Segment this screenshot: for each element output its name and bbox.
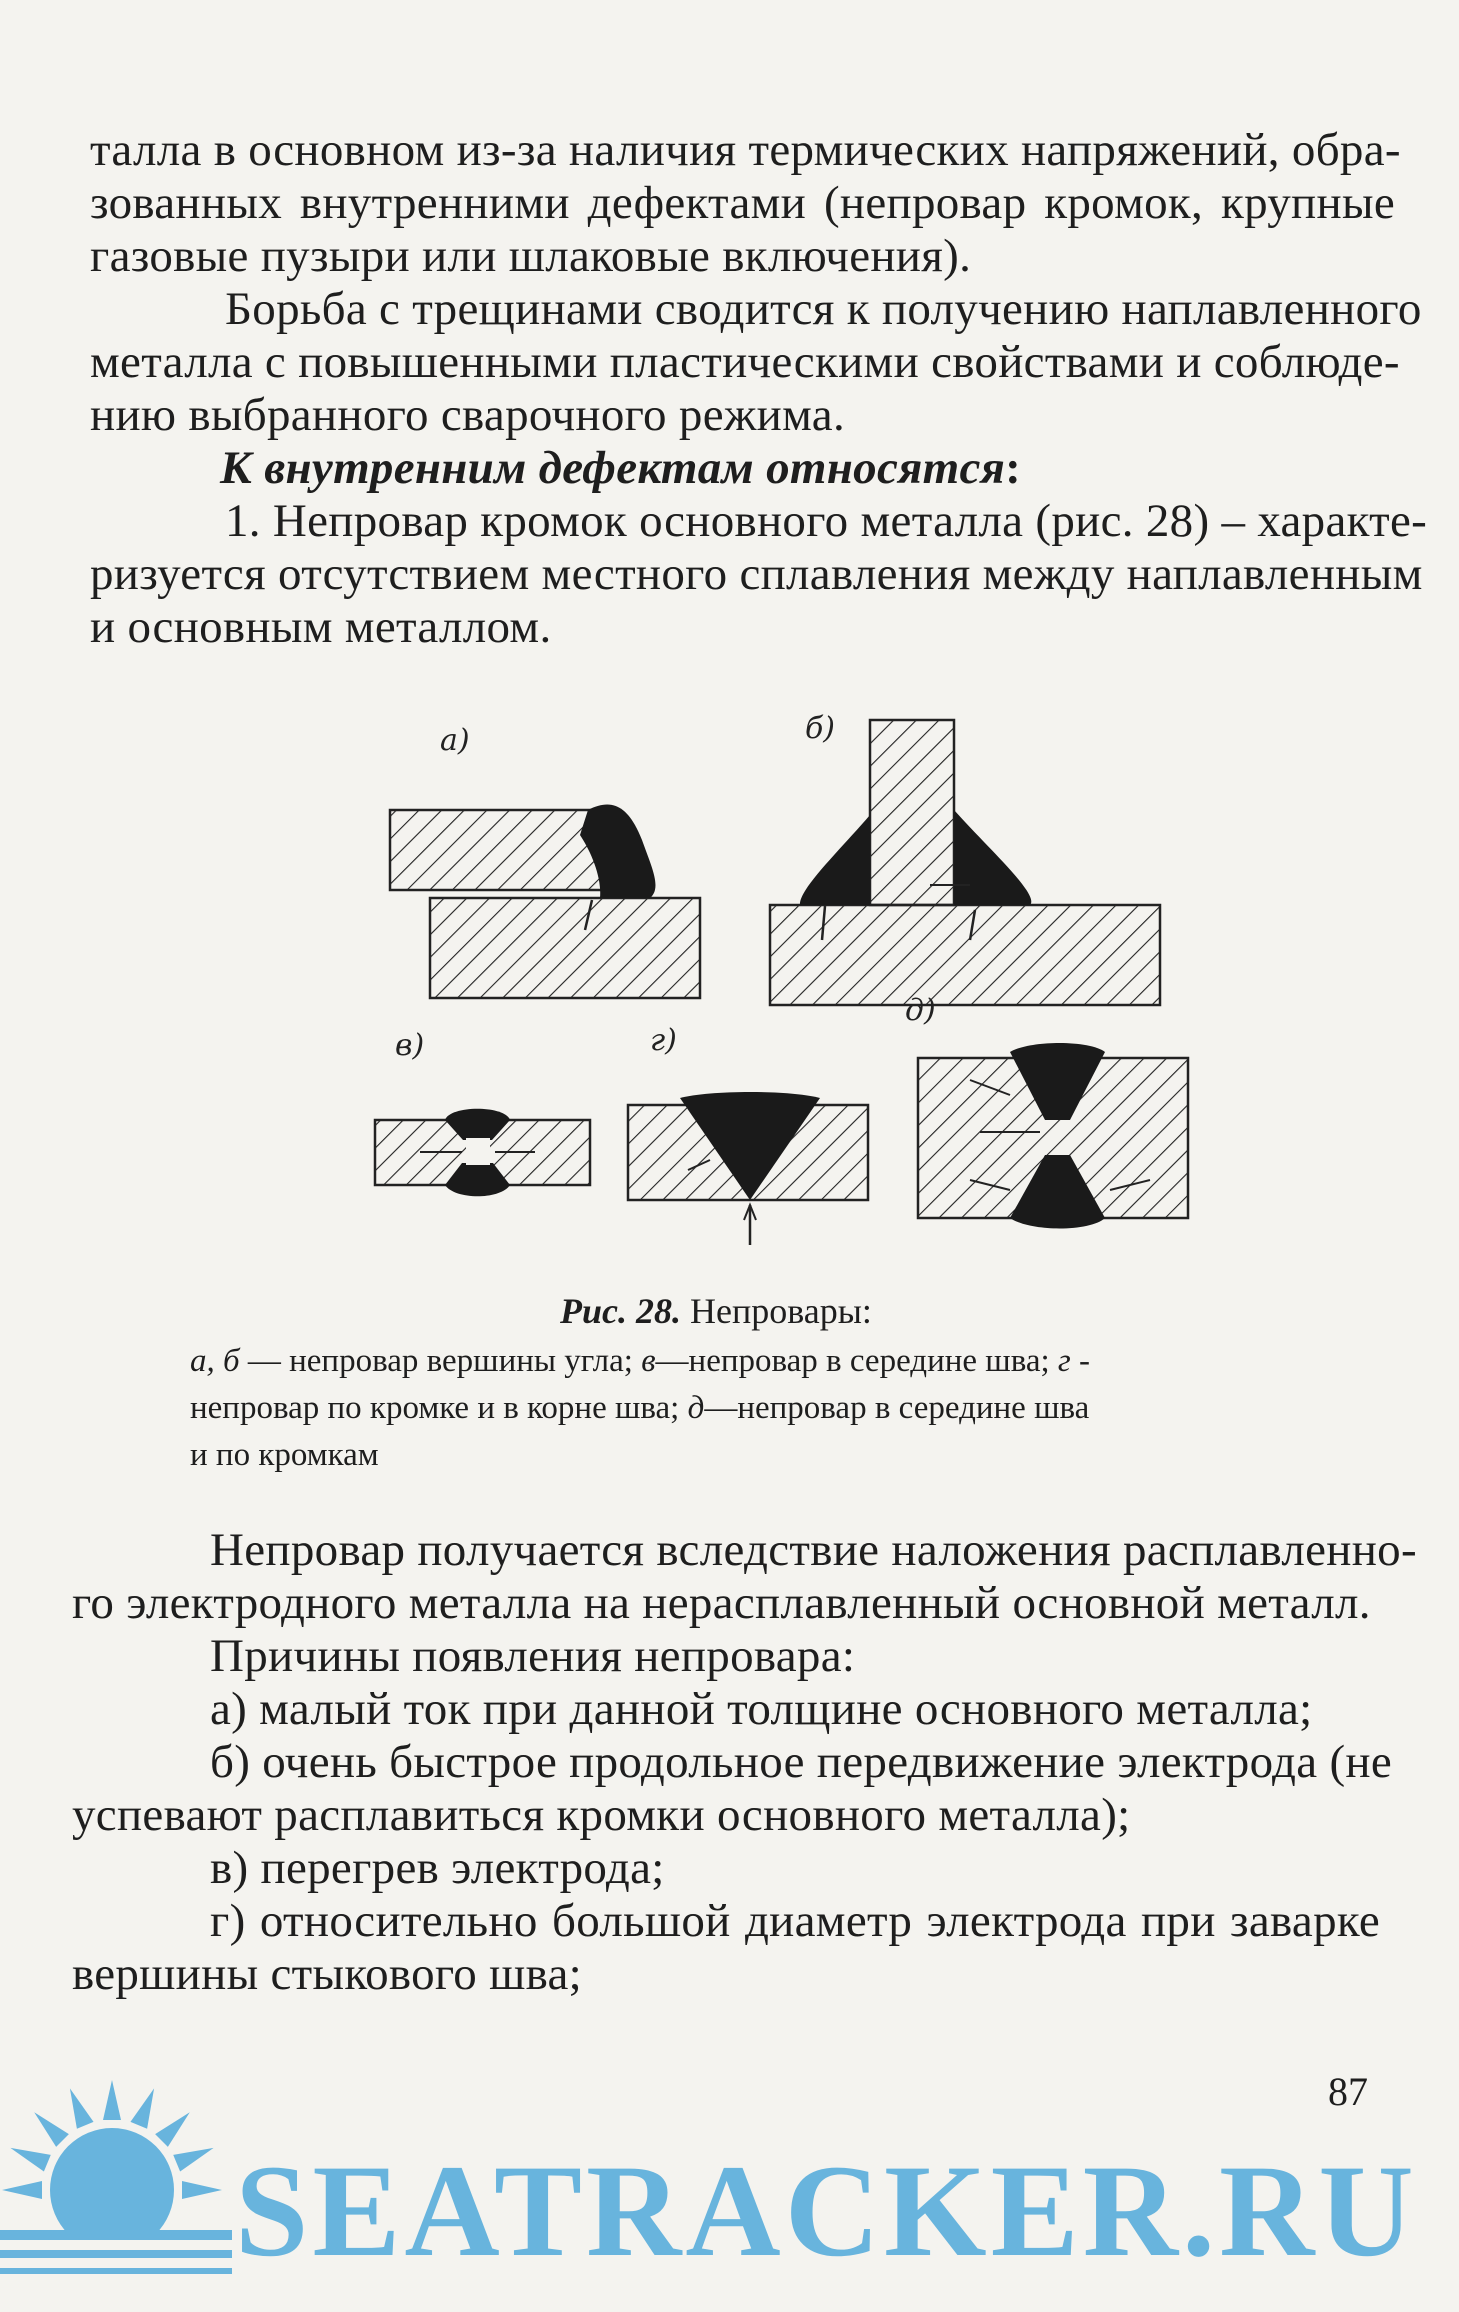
diagram-v [375,1028,590,1196]
label-g: г) [650,1023,677,1058]
caption-italic: д [687,1390,705,1426]
text-line: Причины появления непровара: [210,1630,856,1682]
text-line: газовые пузыри или шлаковые включения). [90,230,972,282]
text-line: вершины стыкового шва; [72,1948,583,2000]
diagram-a [390,723,700,998]
diagram-b [770,711,1160,1005]
diagram-g [628,1023,868,1245]
caption-line [190,1389,1089,1427]
heading-text: К внутренним дефектам относятся [220,442,1006,494]
caption-text: - [1070,1343,1091,1379]
text-line: а) малый ток при данной толщине основного металла; [210,1683,1313,1735]
diagram-d [905,993,1188,1229]
text-line: Непровар получается вследствие наложения расплавленно- [210,1524,1417,1576]
text-line: Борьба с трещинами сводится к получению наплавленного [225,283,1422,335]
caption-text: —непровар в середине шва [704,1390,1090,1426]
page-number: 87 [1328,2069,1368,2114]
caption-italic: а, б [190,1343,240,1379]
caption-line [190,1342,1090,1380]
text-line: нию выбранного сварочного режима. [90,389,846,441]
caption-title-line [560,1292,872,1330]
caption-text: и по кромкам [190,1437,379,1473]
label-d: д) [905,993,936,1028]
caption-italic: в [641,1343,656,1379]
label-b: б) [805,711,836,746]
text-line: и основным металлом. [90,601,552,653]
caption-name: Непровары: [690,1291,872,1331]
text-line: зованных внутренними дефектами (непровар кромок, крупные [90,177,1395,229]
sun-icon [0,2080,232,2312]
caption-title: Рис. 28. [560,1291,681,1331]
text-line: металла с повышенными пластическими свойствами и соблюде- [90,336,1400,388]
figure-28 [370,700,1210,1260]
section-heading [220,443,1021,493]
text-line: г) относительно большой диаметр электрода при заварке [210,1895,1380,1947]
text-line: б) очень быстрое продольное передвижение электрода (не [210,1736,1393,1788]
label-a: а) [440,723,470,758]
label-v: в) [395,1028,425,1063]
watermark-text: SEATRACKER.RU [235,2137,1418,2284]
caption-text: —непровар в середине шва; [655,1343,1058,1379]
text-line: в) перегрев электрода; [210,1842,665,1894]
text-line: талла в основном из-за наличия термических напряжений, обра- [90,124,1401,176]
caption-line [190,1436,379,1474]
text-line: го электродного металла на нерасплавленный основной металл. [72,1577,1371,1629]
text-line: 1. Непровар кромок основного металла (рис. 28) – характе- [225,495,1428,547]
text-line: успевают расплавиться кромки основного металла); [72,1789,1131,1841]
caption-text: — непровар вершины угла; [239,1343,642,1379]
caption-italic: г [1057,1343,1071,1379]
heading-colon: : [1005,442,1022,494]
watermark [0,2060,1459,2312]
caption-text: непровар по кромке и в корне шва; [190,1390,688,1426]
text-line: ризуется отсутствием местного сплавления между наплавленным [90,548,1423,600]
